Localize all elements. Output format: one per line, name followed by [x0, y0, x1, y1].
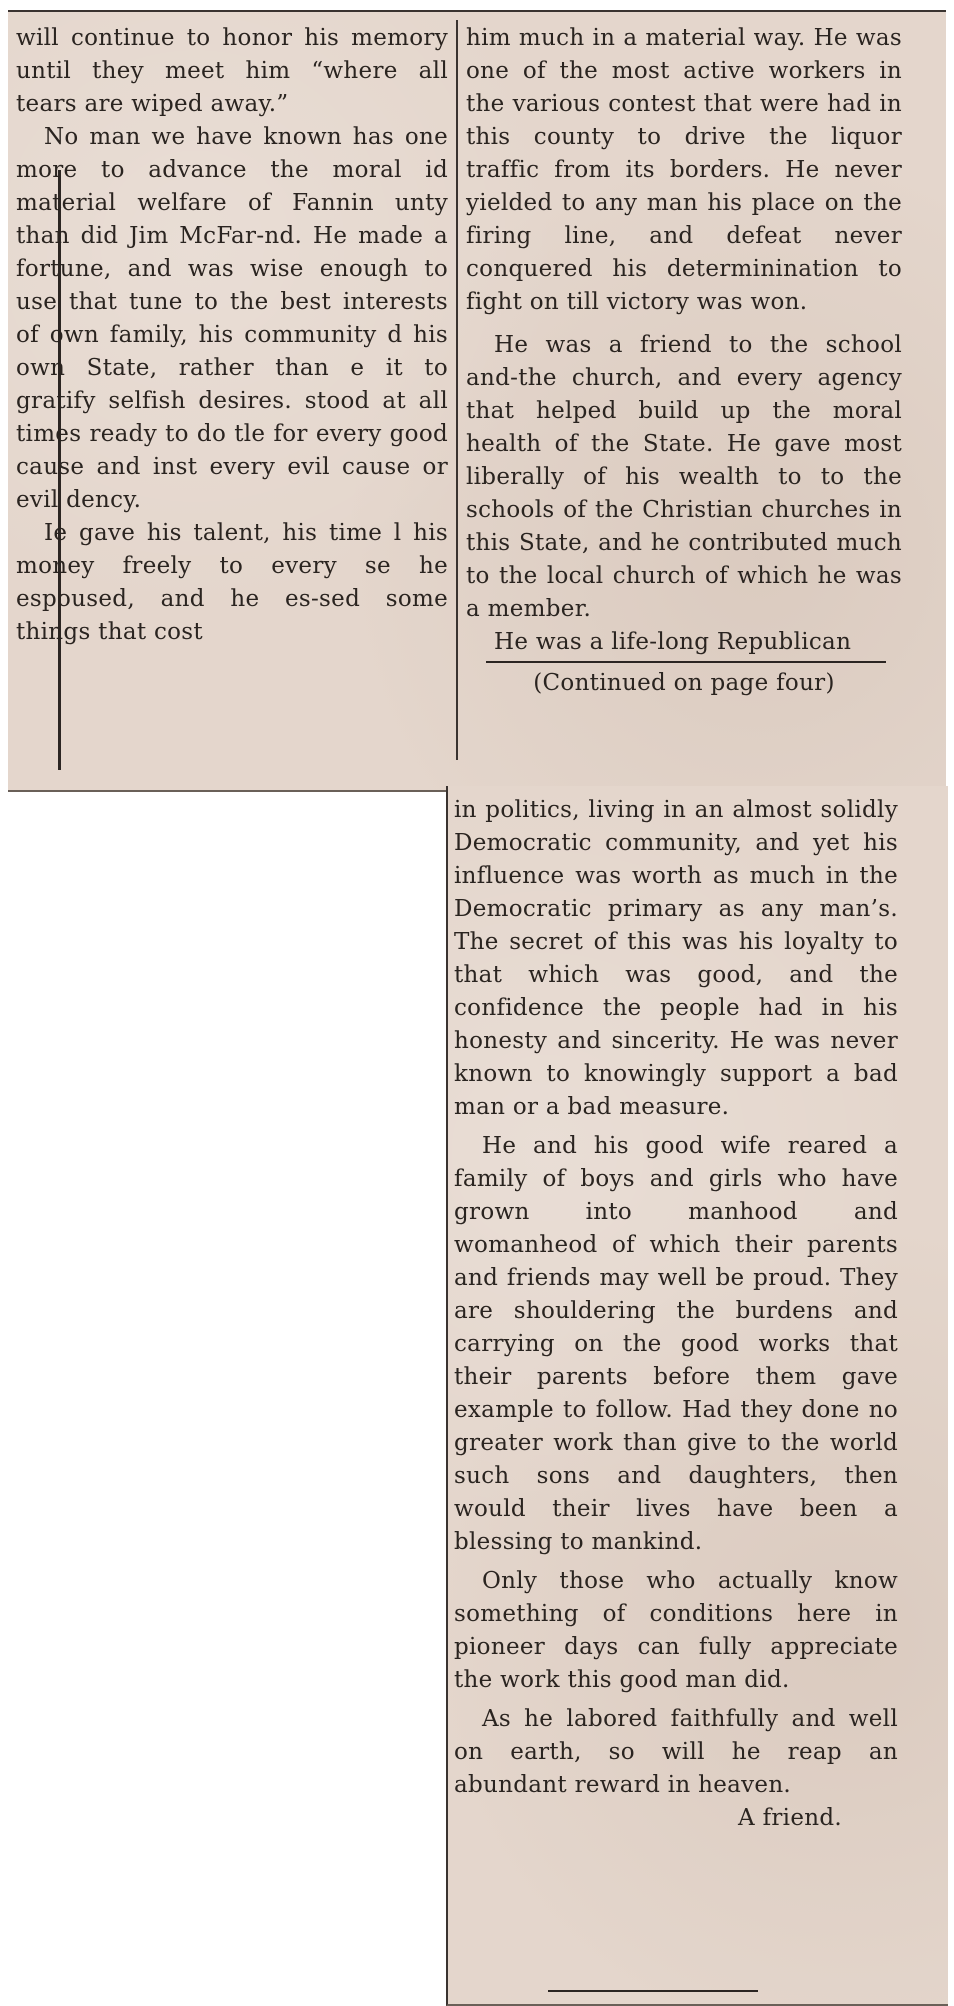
bottom-column-paragraph-1: in politics, living in an almost solidly Democratic community, and yet his influence was worth as much in the Democratic primary as any man’s. The secret of this was his loyalty to that which was good, and the confidence the people had in his honesty and sincerity. He was never known to knowingly support a bad man or a bad measure.: [454, 797, 898, 1120]
continued-notice: (Continued on page four): [533, 670, 835, 696]
right-column-paragraph-3: He was a life-long Republican: [494, 629, 852, 655]
left-column-paragraph-1: will continue to honor his memory until they meet him “where all tears are wiped away.”: [16, 25, 448, 117]
right-column-paragraph-1: him much in a material way. He was one of the most active workers in the various contest that were had in this county to drive the liquor traffic from its borders. He never yielded to any man his place on the firing line, and defeat never conquered his determinination to fight on till victory was won.: [466, 25, 902, 315]
bottom-column-paragraph-4: As he labored faithfully and well on earth, so will he reap an abundant reward in heaven.: [454, 1706, 898, 1798]
continued-rule: [486, 661, 886, 663]
bottom-column: [454, 794, 898, 1835]
column-divider: [456, 20, 458, 760]
right-column-paragraph-2: He was a friend to the school and-the church, and every agency that helped build up the moral health of the State. He gave most liberally of his wealth to to the schools of the Christian churches in this State, and he contributed much to the local church of which he was a member.: [466, 332, 902, 622]
left-column-paragraph-3: Ie gave his talent, his time l his money freely to every se he espoused, and he es-sed some things that cost: [16, 520, 448, 645]
left-column: [16, 22, 448, 649]
bottom-column-paragraph-2: He and his good wife reared a family of boys and girls who have grown into manhood and womanheod of which their parents and friends may well be proud. They are shouldering the burdens and carrying on the good works that their parents before them gave example to follow. Had they done no greater work than give to the world such sons and daughters, then would their lives have been a blessing to mankind.: [454, 1133, 898, 1555]
bottom-column-paragraph-3: Only those who actually know something of conditions here in pioneer days can fully appreciate the work this good man did.: [454, 1568, 898, 1693]
left-column-paragraph-2: No man we have known has one more to advance the moral id material welfare of Fannin unty than did Jim McFar-nd. He made a fortune, and was wise enough to use that tune to the best interests of own family, his community d his own State, rather than e it to gratify selfish desires. stood at all times ready to do tle for every good cause and inst every evil cause or evil dency.: [16, 124, 448, 513]
end-rule: [548, 1990, 758, 1992]
right-column: [466, 22, 902, 700]
signature: A friend.: [738, 1805, 842, 1831]
